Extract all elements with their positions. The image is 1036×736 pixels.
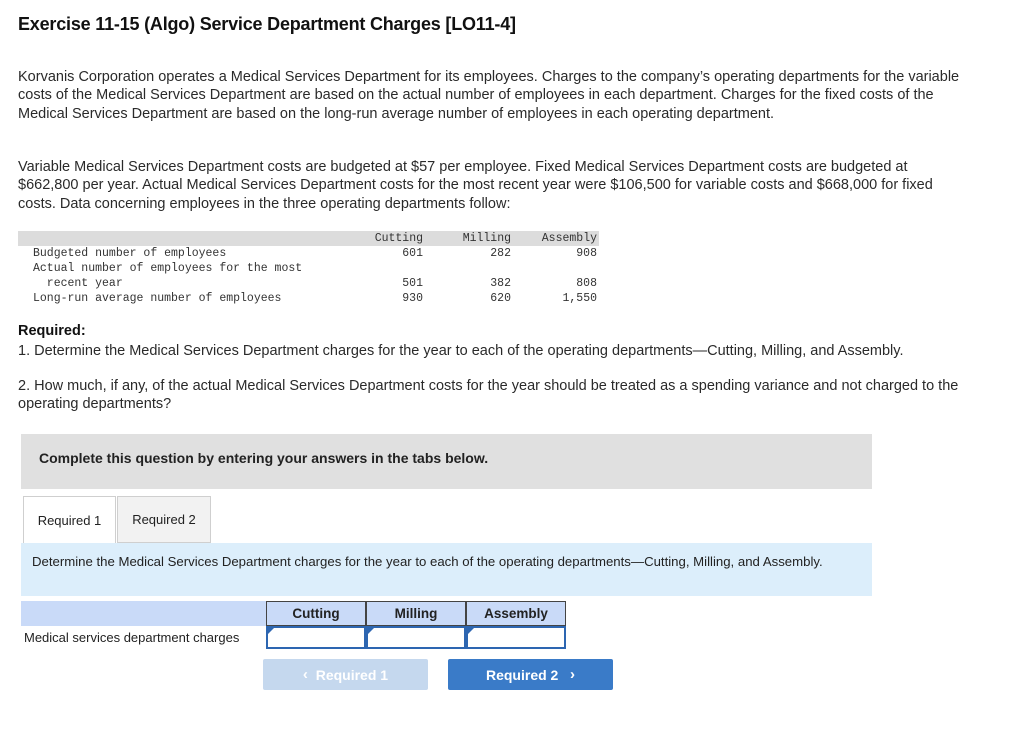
cell-value: 620 [490, 292, 511, 305]
table-header-row [18, 231, 599, 246]
answer-header-blank [21, 601, 266, 626]
table-row [18, 246, 599, 261]
instruction-banner-text: Complete this question by entering your answers in the tabs below. [39, 450, 489, 466]
cutting-charge-input[interactable] [266, 626, 366, 649]
table-row [18, 261, 599, 276]
question-prompt [21, 543, 872, 596]
question-prompt-text: Determine the Medical Services Department charges for the year to each of the operating departments—Cutting, Milling, and Assembly. [32, 554, 823, 569]
table-row [18, 291, 599, 306]
answer-col-assembly: Assembly [466, 601, 566, 626]
cell-value: 1,550 [562, 292, 597, 305]
instruction-banner [21, 434, 872, 489]
row-label: recent year [33, 277, 123, 290]
next-button[interactable] [448, 659, 613, 690]
cell-value: 282 [490, 247, 511, 260]
answer-col-cutting: Cutting [266, 601, 366, 626]
required-question-1: 1. Determine the Medical Services Department charges for the year to each of the operating departments—Cutting, Milling, and Assembly. [18, 343, 904, 359]
milling-charge-input[interactable] [366, 626, 466, 649]
assembly-charge-input[interactable] [466, 626, 566, 649]
cell-value [425, 261, 513, 276]
previous-button-label: Required 1 [315, 666, 389, 683]
chevron-left-icon: ‹ [302, 666, 308, 683]
cell-value: 808 [576, 277, 597, 290]
required-question-2: 2. How much, if any, of the actual Medical Services Department costs for the year should be treated as a spending variance and not charged to the operating departments? [18, 378, 959, 413]
cell-value: 930 [402, 292, 423, 305]
row-label: Actual number of employees for the most [33, 262, 303, 275]
tab-required-2[interactable]: Required 2 [117, 496, 211, 543]
table-header-assembly: Assembly [513, 231, 599, 246]
table-row [18, 276, 599, 291]
answer-table-header [21, 601, 567, 626]
row-label: Long-run average number of employees [33, 292, 282, 305]
intro-paragraph-2: Variable Medical Services Department costs are budgeted at $57 per employee. Fixed Medical Services Department costs are budgeted at $662,800 per year. Actual Medical Services Department costs for the most recent year were $106,500 for variable costs and $668,000 for fixed costs. Data concerning employees in the three operating departments follow: [18, 159, 933, 212]
tab-required-1[interactable]: Required 1 [23, 496, 116, 543]
cell-value: 382 [490, 277, 511, 290]
previous-button[interactable] [263, 659, 428, 690]
next-button-label: Required 2 [485, 666, 559, 683]
table-header-blank [18, 231, 365, 246]
page-title: Exercise 11-15 (Algo) Service Department Charges [LO11-4] [18, 14, 516, 34]
table-header-cutting: Cutting [365, 231, 425, 246]
answer-col-milling: Milling [366, 601, 466, 626]
cell-value [513, 261, 599, 276]
cell-value: 501 [402, 277, 423, 290]
answer-row-label: Medical services department charges [24, 630, 240, 645]
intro-paragraph-1: Korvanis Corporation operates a Medical Services Department for its employees. Charges to the company’s operating departments for the variable costs of the Medical Services Department are based on the actual number of employees in each department. Charges for the fixed costs of the Medical Services Department are based on the long-run average number of employees in each operating department. [18, 69, 960, 122]
chevron-right-icon: › [570, 666, 576, 683]
employee-data-table [18, 231, 599, 306]
cell-value [365, 261, 425, 276]
row-label: Budgeted number of employees [33, 247, 227, 260]
cell-value: 601 [402, 247, 423, 260]
required-heading: Required: [18, 323, 86, 339]
cell-value: 908 [576, 247, 597, 260]
table-header-milling: Milling [425, 231, 513, 246]
